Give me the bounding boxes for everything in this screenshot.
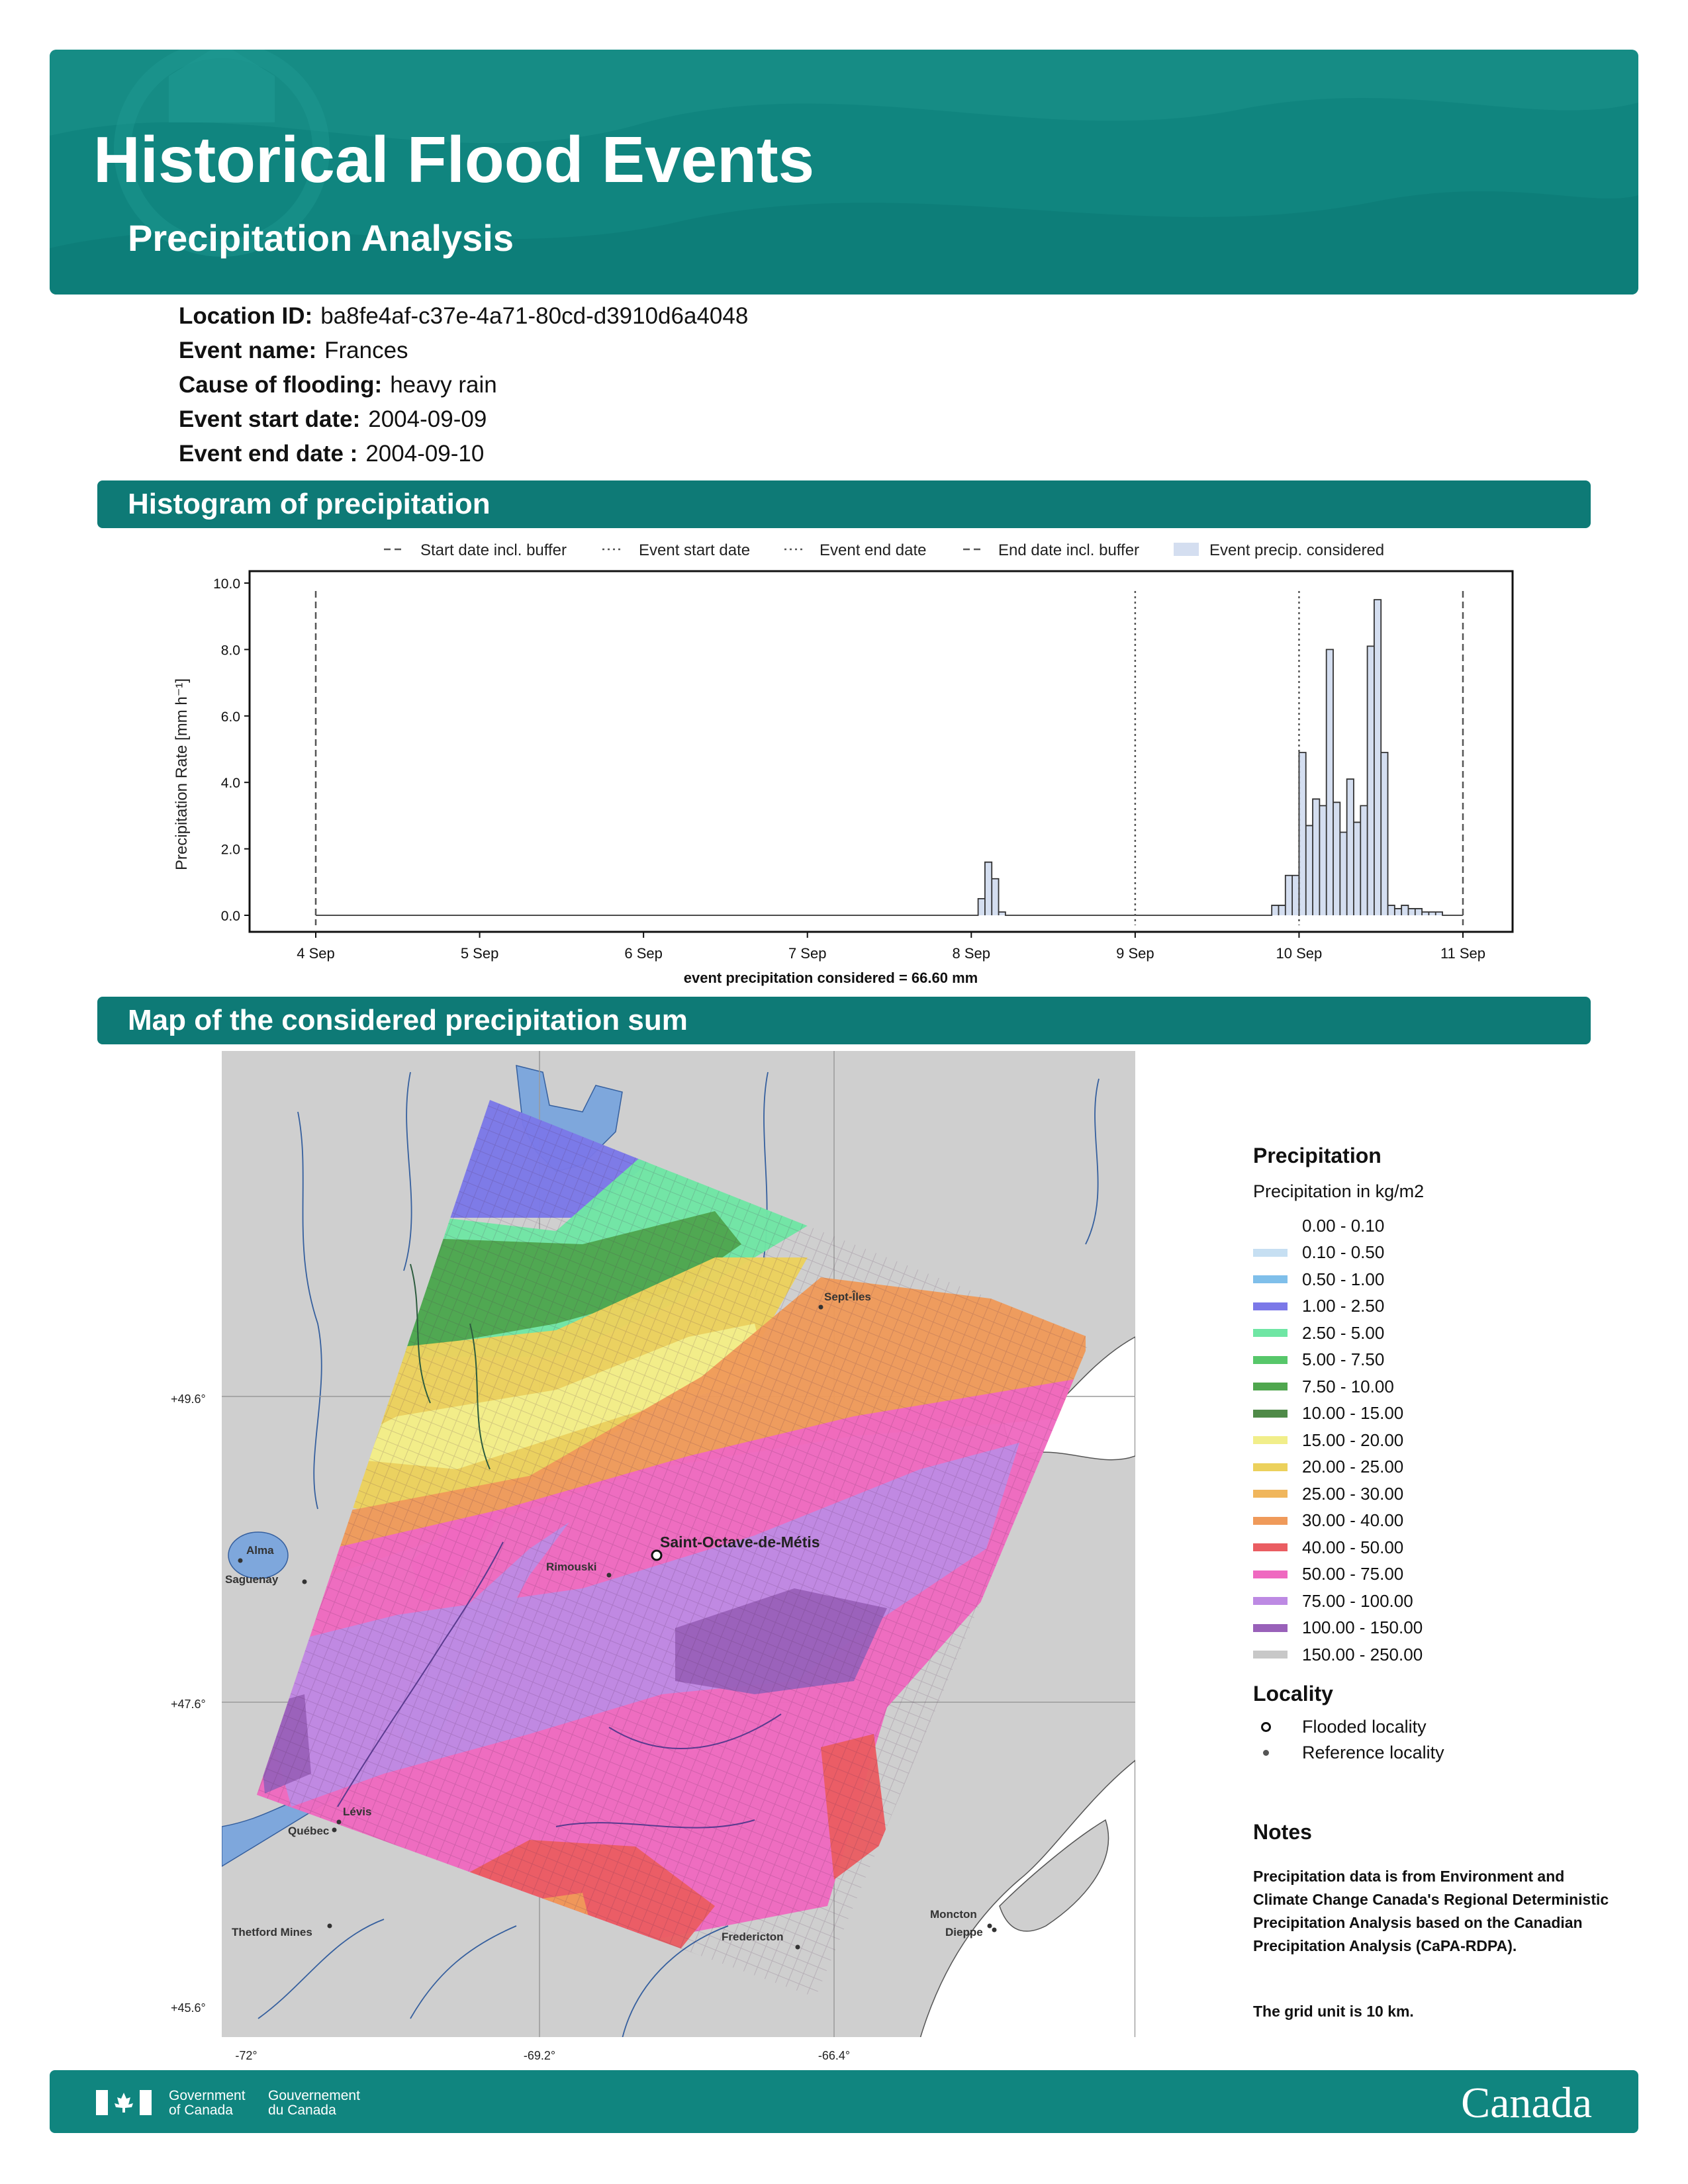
legend-swatch [1253, 1570, 1288, 1578]
histogram-bar [992, 879, 998, 915]
x-tick-label: 8 Sep [952, 945, 991, 962]
x-tick-label: 5 Sep [460, 945, 499, 962]
histogram-y-label: Precipitation Rate [mm h⁻¹] [173, 678, 191, 871]
reference-locality-label: Fredericton [722, 1931, 784, 1943]
meta-value: 2004-09-10 [365, 441, 485, 467]
meta-value: ba8fe4af-c37e-4a71-80cd-d3910d6a4048 [320, 303, 749, 329]
legend-label: 0.10 - 0.50 [1302, 1242, 1385, 1263]
legend-title: Precipitation [1253, 1144, 1382, 1167]
legend-swatch [1253, 1383, 1288, 1390]
histogram-bar [1340, 833, 1346, 916]
reference-locality-marker [238, 1559, 243, 1563]
flooded-locality-label: Flooded locality [1302, 1716, 1427, 1737]
reference-locality-marker [332, 1828, 337, 1833]
reference-locality-label: Saguenay [225, 1573, 279, 1586]
reference-locality-marker [328, 1924, 332, 1929]
notes-grid-unit: The grid unit is 10 km. [1253, 2003, 1414, 2020]
histogram-bar [1299, 752, 1305, 915]
reference-locality-label: Reference locality [1302, 1742, 1444, 1762]
flooded-locality-marker [652, 1551, 661, 1560]
histogram-bar [978, 899, 985, 915]
legend-item [1253, 1266, 1624, 1293]
legend-item [1253, 1373, 1624, 1400]
meta-value: heavy rain [390, 372, 497, 398]
reference-locality-label: Rimouski [546, 1561, 597, 1573]
legend-swatch [1253, 1463, 1288, 1471]
x-tick-label: 11 Sep [1440, 945, 1486, 962]
meta-value: Frances [324, 338, 408, 363]
x-tick-label: 6 Sep [624, 945, 663, 962]
histogram-bar [1368, 646, 1374, 915]
gov-name-en-line1: Government [169, 2088, 246, 2103]
meta-label: Cause of flooding: [179, 372, 383, 398]
histogram-bar [1333, 802, 1340, 915]
reference-locality-label: Lévis [343, 1805, 372, 1818]
map-legend [1253, 1144, 1624, 1766]
legend-swatch [1253, 1329, 1288, 1337]
precipitation-map [159, 1046, 1152, 2065]
legend-swatch [1253, 1410, 1288, 1418]
gov-name-fr-line1: Gouvernement [268, 2088, 360, 2103]
legend-item [1253, 1293, 1624, 1320]
canada-flag-icon [96, 2090, 152, 2115]
legend-label: 20.00 - 25.00 [1302, 1457, 1404, 1477]
reference-locality-marker [992, 1928, 997, 1933]
histogram-bar [1286, 876, 1292, 915]
reference-locality-marker [988, 1924, 992, 1929]
section-histogram-header: Histogram of precipitation [97, 480, 1591, 528]
histogram-bar [1327, 649, 1333, 915]
y-tick-label: 8.0 [220, 643, 240, 659]
reference-locality-label: Moncton [930, 1908, 977, 1921]
section-map-header: Map of the considered precipitation sum [97, 997, 1591, 1044]
legend-item [1253, 1561, 1624, 1588]
lon-label-72: -72° [235, 2049, 258, 2062]
legend-item [1253, 1400, 1624, 1428]
histogram-plot-area [213, 571, 1513, 962]
gov-name-fr-line2: du Canada [268, 2103, 336, 2118]
histogram-bar [1313, 799, 1319, 915]
legend-swatch [1253, 1436, 1288, 1444]
histogram-bar [1306, 825, 1313, 915]
legend-swatch [1253, 1222, 1288, 1230]
legend-swatch [1253, 1597, 1288, 1605]
legend-item [1253, 1508, 1624, 1535]
meta-cause [179, 372, 748, 406]
y-tick-label: 0.0 [220, 909, 240, 924]
reference-locality-label: Sept-Îles [824, 1291, 871, 1303]
flooded-locality-marker-icon [1261, 1722, 1271, 1732]
x-tick-label: 4 Sep [297, 945, 335, 962]
legend-item [1253, 1347, 1624, 1374]
histogram-bar [1408, 909, 1415, 915]
legend-swatch [1253, 1543, 1288, 1551]
legend-label: 10.00 - 15.00 [1302, 1403, 1404, 1424]
legend-item [1253, 1534, 1624, 1561]
reference-locality-label: Québec [288, 1825, 330, 1837]
legend-item [1253, 1641, 1624, 1668]
legend-item [1253, 1454, 1624, 1481]
histogram-bar [985, 862, 992, 915]
histogram-bar [1388, 905, 1395, 915]
legend-event-start: Event start date [639, 541, 751, 559]
histogram-bar [1319, 805, 1326, 915]
legend-swatch [1253, 1356, 1288, 1364]
page-title: Historical Flood Events [93, 123, 815, 196]
legend-event-end: Event end date [820, 541, 927, 559]
legend-label: 100.00 - 150.00 [1302, 1617, 1423, 1638]
reference-locality-label: Alma [246, 1544, 274, 1557]
y-tick-label: 2.0 [220, 842, 240, 858]
legend-item [1253, 1615, 1624, 1642]
legend-swatch [1253, 1249, 1288, 1257]
histogram-bar [1292, 876, 1299, 915]
meta-label: Event end date : [179, 441, 358, 467]
meta-label: Event start date: [179, 406, 361, 432]
legend-label: 75.00 - 100.00 [1302, 1590, 1413, 1611]
legend-swatch [1253, 1651, 1288, 1659]
lon-label-69-2: -69.2° [523, 2049, 556, 2062]
event-metadata [179, 303, 748, 475]
legend-item [1253, 1320, 1624, 1347]
histogram-bar [1360, 805, 1367, 915]
gov-name-fr [268, 2089, 360, 2118]
legend-swatch [1253, 1624, 1288, 1632]
legend-precip: Event precip. considered [1209, 541, 1385, 559]
legend-item [1253, 1588, 1624, 1615]
legend-label: 150.00 - 250.00 [1302, 1644, 1423, 1664]
locality-title: Locality [1253, 1681, 1333, 1706]
precipitation-histogram [152, 529, 1516, 993]
header-banner [50, 50, 1638, 295]
histogram-bar [1272, 905, 1278, 915]
legend-swatch [1253, 1275, 1288, 1283]
legend-label: 2.50 - 5.00 [1302, 1322, 1385, 1343]
footer-bar [50, 2070, 1638, 2133]
x-tick-label: 7 Sep [788, 945, 827, 962]
histogram-bar [1381, 752, 1387, 915]
legend-item [1253, 1240, 1624, 1267]
histogram-bar [1395, 909, 1401, 915]
y-tick-label: 4.0 [220, 776, 240, 792]
reference-locality-label: Dieppe [945, 1926, 983, 1938]
legend-label: 1.00 - 2.50 [1302, 1296, 1385, 1316]
reference-locality-label: Thetford Mines [232, 1926, 312, 1938]
legend-reference-locality [1253, 1740, 1624, 1766]
legend-label: 25.00 - 30.00 [1302, 1483, 1404, 1504]
lon-label-66-4: -66.4° [818, 2049, 851, 2062]
legend-flooded-locality [1253, 1714, 1624, 1740]
legend-swatch [1253, 1517, 1288, 1525]
reference-locality-marker [337, 1820, 342, 1825]
legend-swatch [1253, 1302, 1288, 1310]
histogram-bar [1401, 905, 1408, 915]
legend-label: 15.00 - 20.00 [1302, 1430, 1404, 1450]
notes-title: Notes [1253, 1820, 1312, 1844]
legend-item [1253, 1427, 1624, 1454]
meta-end-date [179, 441, 748, 475]
meta-event-name [179, 338, 748, 372]
legend-label: 40.00 - 50.00 [1302, 1537, 1404, 1557]
reference-locality-marker-icon [1263, 1750, 1269, 1756]
legend-item [1253, 1212, 1624, 1240]
legend-subtitle: Precipitation in kg/m2 [1253, 1181, 1425, 1201]
page-subtitle: Precipitation Analysis [128, 217, 514, 259]
lat-label-45-6: +45.6° [171, 2001, 206, 2015]
legend-label: 0.50 - 1.00 [1302, 1269, 1385, 1289]
meta-label: Event name: [179, 338, 317, 363]
reference-locality-marker [303, 1580, 307, 1584]
legend-items [1253, 1212, 1624, 1668]
histogram-bar [1415, 909, 1422, 915]
lat-label-47-6: +47.6° [171, 1698, 206, 1711]
legend-item [1253, 1480, 1624, 1508]
legend-label: 30.00 - 40.00 [1302, 1510, 1404, 1531]
meta-value: 2004-09-09 [368, 406, 487, 432]
legend-end-buffer: End date incl. buffer [998, 541, 1140, 559]
meta-start-date [179, 406, 748, 441]
reference-locality-marker [819, 1305, 823, 1310]
reference-locality-marker [796, 1945, 800, 1950]
legend-label: 0.00 - 0.10 [1302, 1215, 1385, 1236]
reference-locality-marker [607, 1573, 612, 1578]
y-tick-label: 6.0 [220, 709, 240, 725]
histogram-x-label: event precipitation considered = 66.60 mm [683, 970, 978, 986]
histogram-legend [384, 541, 1384, 559]
x-tick-label: 9 Sep [1116, 945, 1154, 962]
legend-swatch [1253, 1490, 1288, 1498]
meta-label: Location ID: [179, 303, 313, 329]
notes-text: Precipitation data is from Environment and Climate Change Canada's Regional Deterministic Precipitation Analysis based on the Canadian Precipitation Analysis (CaPA-RDPA). [1253, 1868, 1609, 1954]
lat-label-49-6: +49.6° [171, 1392, 206, 1406]
histogram-bar [1354, 822, 1360, 915]
legend-label: 7.50 - 10.00 [1302, 1376, 1394, 1396]
legend-precip-swatch [1174, 543, 1199, 556]
legend-label: 50.00 - 75.00 [1302, 1564, 1404, 1584]
histogram-bar [1374, 600, 1381, 915]
gov-name-en-line2: of Canada [169, 2103, 233, 2118]
x-tick-label: 10 Sep [1276, 945, 1323, 962]
flooded-locality-label: Saint-Octave-de-Métis [660, 1533, 820, 1551]
legend-start-buffer: Start date incl. buffer [420, 541, 567, 559]
legend-label: 5.00 - 7.50 [1302, 1349, 1385, 1370]
histogram-bar [1347, 779, 1354, 915]
meta-location-id [179, 303, 748, 338]
gov-name-en [169, 2089, 246, 2118]
y-tick-label: 10.0 [213, 576, 240, 592]
histogram-bar [1278, 905, 1285, 915]
canada-wordmark: Canada [1461, 2079, 1592, 2127]
